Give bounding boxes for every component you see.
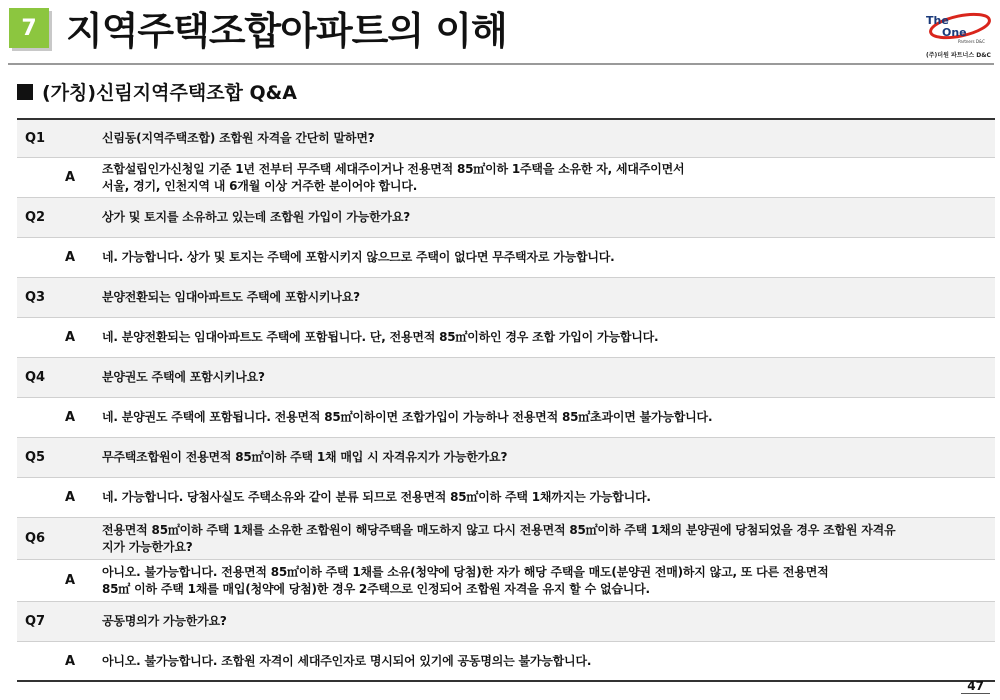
section-heading bbox=[17, 78, 297, 105]
answer-line: 네. 가능합니다. 상가 및 토지는 주택에 포함시키지 않으므로 주택이 없다면 무주택자로 가능합니다. bbox=[102, 250, 615, 264]
logo-text-korean: (주)더원 파트너스 D&C bbox=[926, 52, 991, 59]
answer-text bbox=[102, 489, 651, 506]
question-row-2 bbox=[17, 198, 995, 238]
question-label: Q6 bbox=[25, 531, 46, 546]
section-heading-text: (가칭)신림지역주택조합 Q&A bbox=[42, 82, 297, 104]
answer-line: 85㎡ 이하 주택 1채를 매입(청약에 당첨)한 경우 2주택으로 인정되어 조합원 자격을 유지 할 수 없습니다. bbox=[102, 581, 650, 596]
question-text: 분양전환되는 임대아파트도 주택에 포함시키나요? bbox=[102, 290, 360, 304]
page-title: 지역주택조합아파트의 이해 bbox=[66, 9, 507, 53]
question-label: Q1 bbox=[25, 131, 46, 146]
logo-text-one: One bbox=[942, 26, 967, 39]
section-number-badge: 7 bbox=[9, 8, 49, 48]
answer-line: 아니오. 불가능합니다. 전용면적 85㎡이하 주택 1채를 소유(청약에 당첨)한 자가 해당 주택을 매도(분양권 전매)하지 않고, 또 다른 전용면적 bbox=[102, 564, 829, 579]
question-label: Q5 bbox=[25, 450, 46, 465]
logo-text-partners: Partners D&C bbox=[958, 39, 985, 44]
answer-text bbox=[102, 564, 829, 598]
page-number: 47 bbox=[961, 679, 990, 694]
question-label: Q2 bbox=[25, 210, 46, 225]
answer-row-6 bbox=[17, 560, 995, 602]
company-logo bbox=[900, 6, 996, 58]
answer-label: A bbox=[65, 573, 76, 588]
answer-text bbox=[102, 161, 684, 195]
answer-label: A bbox=[65, 330, 76, 345]
question-text: 전용면적 85㎡이하 주택 1채를 소유한 조합원이 해당주택을 매도하지 않고 다시 전용면적 85㎡이하 주택 1채의 분양권에 당첨되었을 경우 조합원 자격유지가 가능한가요? bbox=[102, 522, 896, 554]
answer-label: A bbox=[65, 653, 76, 669]
answer-label: A bbox=[65, 490, 76, 505]
square-bullet-icon bbox=[17, 84, 33, 100]
answer-text bbox=[102, 329, 658, 346]
answer-line: 네. 분양전환되는 임대아파트도 주택에 포함됩니다. 단, 전용면적 85㎡이하인 경우 조합 가입이 가능합니다. bbox=[102, 330, 659, 344]
question-row-1 bbox=[17, 120, 995, 158]
question-row-6 bbox=[17, 518, 995, 560]
answer-row-1 bbox=[17, 158, 995, 198]
question-row-3 bbox=[17, 278, 995, 318]
question-text: 분양권도 주택에 포함시키나요? bbox=[102, 370, 265, 384]
logo-text-the: The bbox=[926, 14, 949, 27]
answer-row-4 bbox=[17, 398, 995, 438]
answer-label: A bbox=[65, 250, 76, 265]
answer-line: 아니오. 불가능합니다. 조합원 자격이 세대주인자로 명시되어 있기에 공동명의는 불가능합니다. bbox=[102, 653, 592, 668]
question-row-5 bbox=[17, 438, 995, 478]
answer-text bbox=[102, 249, 615, 266]
question-text: 무주택조합원이 전용면적 85㎡이하 주택 1채 매입 시 자격유지가 가능한가요? bbox=[102, 450, 508, 464]
answer-line: 서울, 경기, 인천지역 내 6개월 이상 거주한 분이어야 합니다. bbox=[102, 178, 418, 193]
answer-text bbox=[102, 409, 712, 426]
answer-line: 네. 가능합니다. 당첨사실도 주택소유와 같이 분류 되므로 전용면적 85㎡이하 주택 1채까지는 가능합니다. bbox=[102, 490, 651, 504]
answer-row-5 bbox=[17, 478, 995, 518]
title-divider bbox=[8, 63, 994, 65]
question-text: 공동명의가 가능한가요? bbox=[102, 614, 227, 628]
question-label: Q4 bbox=[25, 370, 46, 385]
answer-line: 네. 분양권도 주택에 포함됩니다. 전용면적 85㎡이하이면 조합가입이 가능하나 전용면적 85㎡초과이면 불가능합니다. bbox=[102, 410, 713, 424]
question-row-7 bbox=[17, 602, 995, 642]
question-text: 상가 및 토지를 소유하고 있는데 조합원 가입이 가능한가요? bbox=[102, 210, 411, 224]
answer-label: A bbox=[65, 410, 76, 425]
question-text: 신림동(지역주택조합) 조합원 자격을 간단히 말하면? bbox=[102, 131, 375, 145]
question-label: Q7 bbox=[25, 614, 46, 629]
answer-row-7 bbox=[17, 642, 995, 682]
answer-label: A bbox=[65, 170, 76, 185]
answer-row-2 bbox=[17, 238, 995, 278]
question-label: Q3 bbox=[25, 290, 46, 305]
question-row-4 bbox=[17, 358, 995, 398]
answer-text bbox=[102, 653, 591, 670]
answer-line: 조합설립인가신청일 기준 1년 전부터 무주택 세대주이거나 전용면적 85㎡이하 1주택을 소유한 자, 세대주이면서 bbox=[102, 161, 685, 176]
answer-row-3 bbox=[17, 318, 995, 358]
qa-table bbox=[17, 118, 995, 682]
